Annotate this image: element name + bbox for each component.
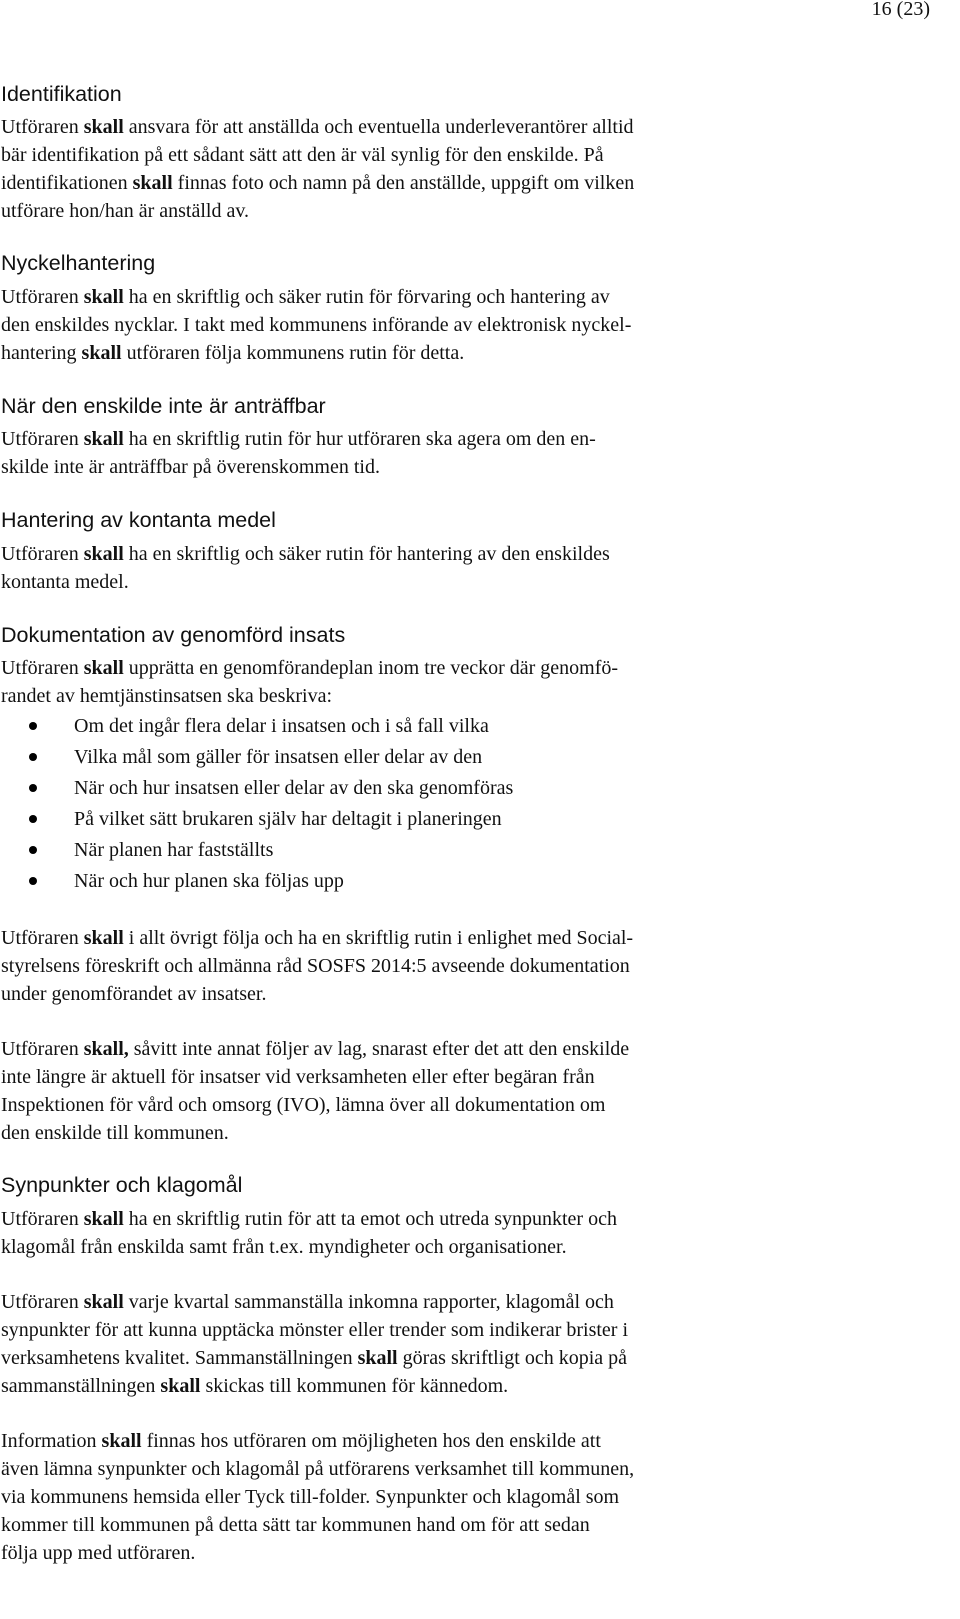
list-item: Vilka mål som gäller för insatsen eller delar av den [1,742,513,773]
paragraph-nyckelhantering: Utföraren skall ha en skriftlig och säker rutin för förvaring och hantering av den enskildes nycklar. I takt med kommunens införande av elektronisk nyckel- hantering skall utföraren följa kommunens rutin för detta. [1,286,632,364]
paragraph-antraffbar: Utföraren skall ha en skriftlig rutin för hur utföraren ska agera om den en- skilde inte är anträffbar på överenskommen tid. [1,428,596,478]
heading-nyckelhantering: Nyckelhantering [1,251,156,275]
keyword-skall: skall [132,172,173,194]
list-item: När och hur planen ska följas upp [1,866,513,897]
keyword-skall: skall [83,286,124,308]
heading-synpunkter: Synpunkter och klagomål [1,1173,243,1197]
bullet-list-genomforandeplan [1,711,513,897]
paragraph-synpunkter-rutin: Utföraren skall ha en skriftlig rutin för att ta emot och utreda synpunkter och klagomål från enskilda samt från t.ex. myndigheter och organisationer. [1,1208,617,1258]
heading-kontanta-medel: Hantering av kontanta medel [1,508,276,532]
paragraph-dokumentation-intro: Utföraren skall upprätta en genomförandeplan inom tre veckor där genomfö- randet av hemtjänstinsatsen ska beskriva: [1,657,619,707]
paragraph-identifikation: Utföraren skall ansvara för att anställda och eventuella underleverantörer alltid bär identifikation på ett sådant sätt att den är väl synlig för den enskilde. På identifikationen skall finnas foto och namn på den anställde, uppgift om vilken utförare hon/han är anställd av. [1,116,635,222]
heading-identifikation: Identifikation [1,82,122,106]
keyword-skall: skall [83,116,124,138]
paragraph-dokumentation-sosfs: Utföraren skall i allt övrigt följa och ha en skriftlig rutin i enlighet med Social- styrelsens föreskrift och allmänna råd SOSFS 2014:5 avseende dokumentation under genomförandet av insatser. [1,927,634,1005]
heading-antraffbar: När den enskilde inte är anträffbar [1,394,326,418]
keyword-skall: skall [81,342,122,364]
keyword-skall: skall, [83,1038,129,1060]
page-number: 16 (23) [871,0,930,20]
list-item: När och hur insatsen eller delar av den ska genomföras [1,773,513,804]
keyword-skall: skall [83,543,124,565]
list-item: På vilket sätt brukaren själv har deltagit i planeringen [1,804,513,835]
paragraph-kontanta-medel: Utföraren skall ha en skriftlig och säker rutin för hantering av den enskildes kontanta medel. [1,543,610,593]
list-item: Om det ingår flera delar i insatsen och i så fall vilka [1,711,513,742]
paragraph-synpunkter-information: Information skall finnas hos utföraren om möjligheten hos den enskilde att även lämna synpunkter och klagomål på utförarens verksamhet till kommunen, via kommunens hemsida eller Tyck till-folder. Synpunkter och klagomål som kommer till kommunen på detta sätt tar kommunen hand om för att sedan följa upp med utföraren. [1,1430,635,1564]
keyword-skall: skall [357,1347,398,1369]
keyword-skall: skall [83,657,124,679]
keyword-skall: skall [83,1208,124,1230]
keyword-skall: skall [83,927,124,949]
paragraph-dokumentation-overlamning: Utföraren skall, såvitt inte annat följer av lag, snarast efter det att den enskilde inte längre är aktuell för insatser vid verksamheten eller efter begäran från Inspektionen för vård och omsorg (IVO), lämna över all dokumentation om den enskilde till kommunen. [1,1038,630,1144]
keyword-skall: skall [83,1291,124,1313]
keyword-skall: skall [101,1430,142,1452]
keyword-skall: skall [83,428,124,450]
paragraph-synpunkter-sammanstallning: Utföraren skall varje kvartal sammanställa inkomna rapporter, klagomål och synpunkter för att kunna upptäcka mönster eller trender som indikerar brister i verksamhetens kvalitet. Sammanställningen skall göras skriftligt och kopia på sammanställningen skall skickas till kommunen för kännedom. [1,1291,629,1397]
heading-dokumentation: Dokumentation av genomförd insats [1,623,346,647]
keyword-skall: skall [160,1375,201,1397]
list-item: När planen har fastställts [1,835,513,866]
